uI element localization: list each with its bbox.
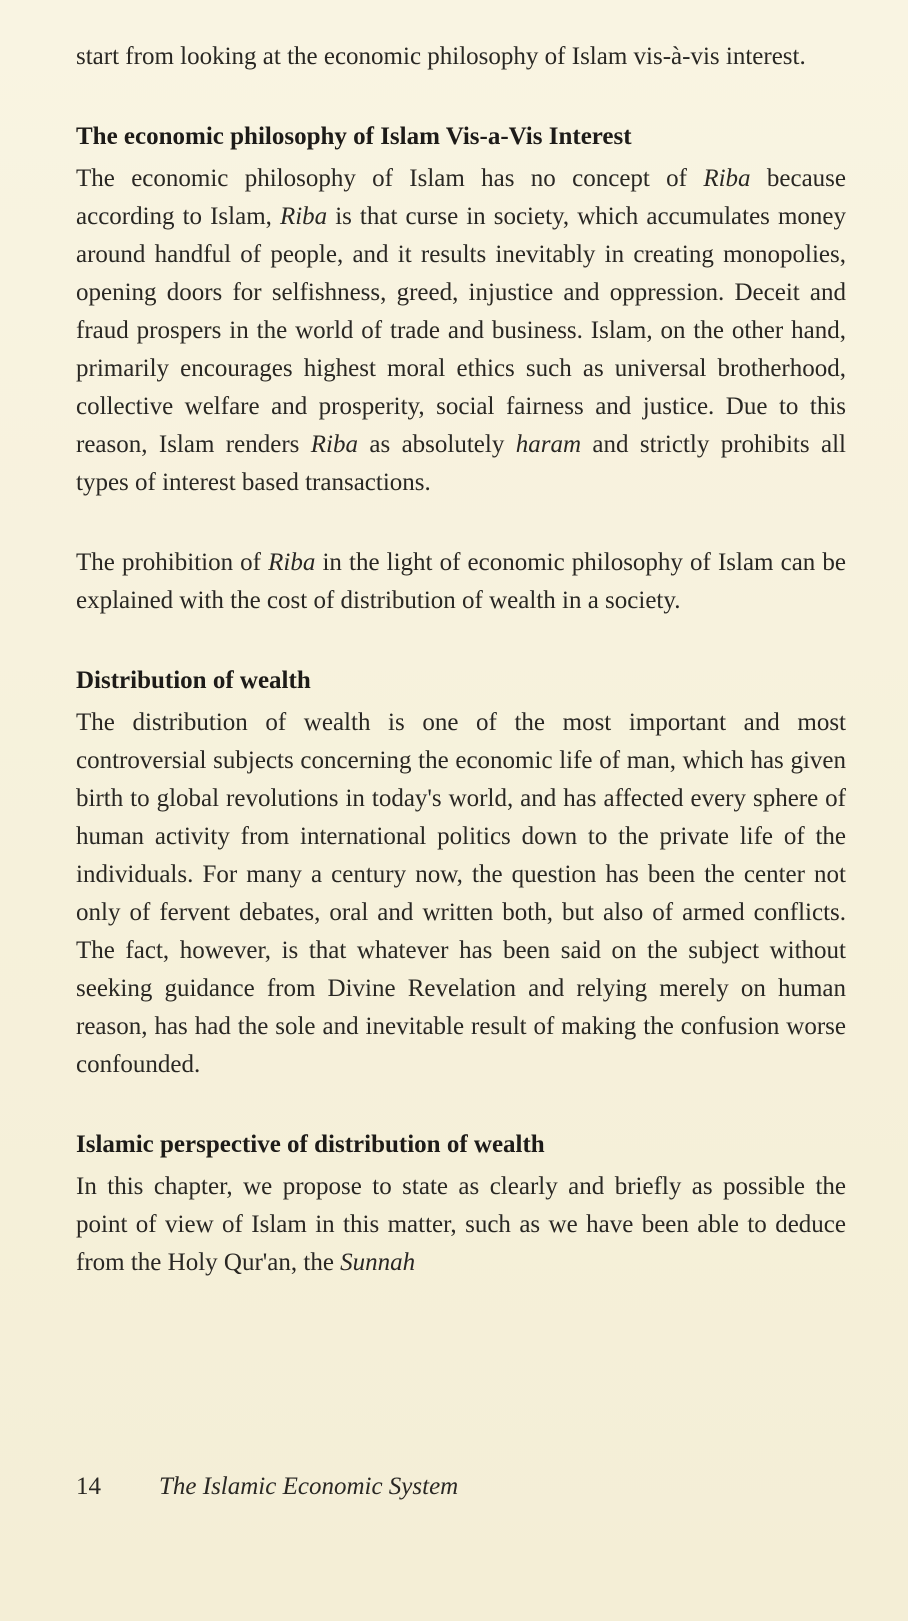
page-footer xyxy=(76,1470,458,1504)
paragraph: The distribution of wealth is one of the most important and most controversial subjects concerning the economic life of man, which has given birth to global revolutions in today's world, and has affected every sphere of human activity from international politics down to the private life of the individuals. For many a century now, the question has been the center not only of fervent debates, oral and written both, but also of armed conflicts. The fact, however, is that whatever has been said on the subject without seeking guidance from Divine Revelation and relying merely on human reason, has had the sole and inevitable result of making the confusion worse confounded. xyxy=(76,709,846,1078)
section-heading: The economic philosophy of Islam Vis-a-Vis Interest xyxy=(76,123,632,150)
paragraph: In this chapter, we propose to state as clearly and briefly as possible the point of view of Islam in this matter, such as we have been able to deduce from the Holy Qur'an, the Sunnah xyxy=(76,1173,846,1276)
section-heading: Islamic perspective of distribution of wealth xyxy=(76,1131,545,1158)
page-number: 14 xyxy=(76,1473,101,1500)
book-title: The Islamic Economic System xyxy=(159,1473,459,1500)
paragraph: The economic philosophy of Islam has no concept of Riba because according to Islam, Riba is that curse in society, which accumulates money around handful of people, and it results inevitably in creating monopolies, opening doors for selfishness, greed, injustice and oppression. Deceit and fraud prospers in the world of trade and business. Islam, on the other hand, primarily encourages highest moral ethics such as universal brotherhood, collective welfare and prosperity, social fairness and justice. Due to this reason, Islam renders Riba as absolutely haram and strictly prohibits all types of interest based transactions. xyxy=(76,165,846,496)
section-heading: Distribution of wealth xyxy=(76,667,311,694)
paragraph: start from looking at the economic philosophy of Islam vis-à-vis interest. xyxy=(76,43,806,70)
paragraph: The prohibition of Riba in the light of economic philosophy of Islam can be explained with the cost of distribution of wealth in a society. xyxy=(76,549,846,614)
